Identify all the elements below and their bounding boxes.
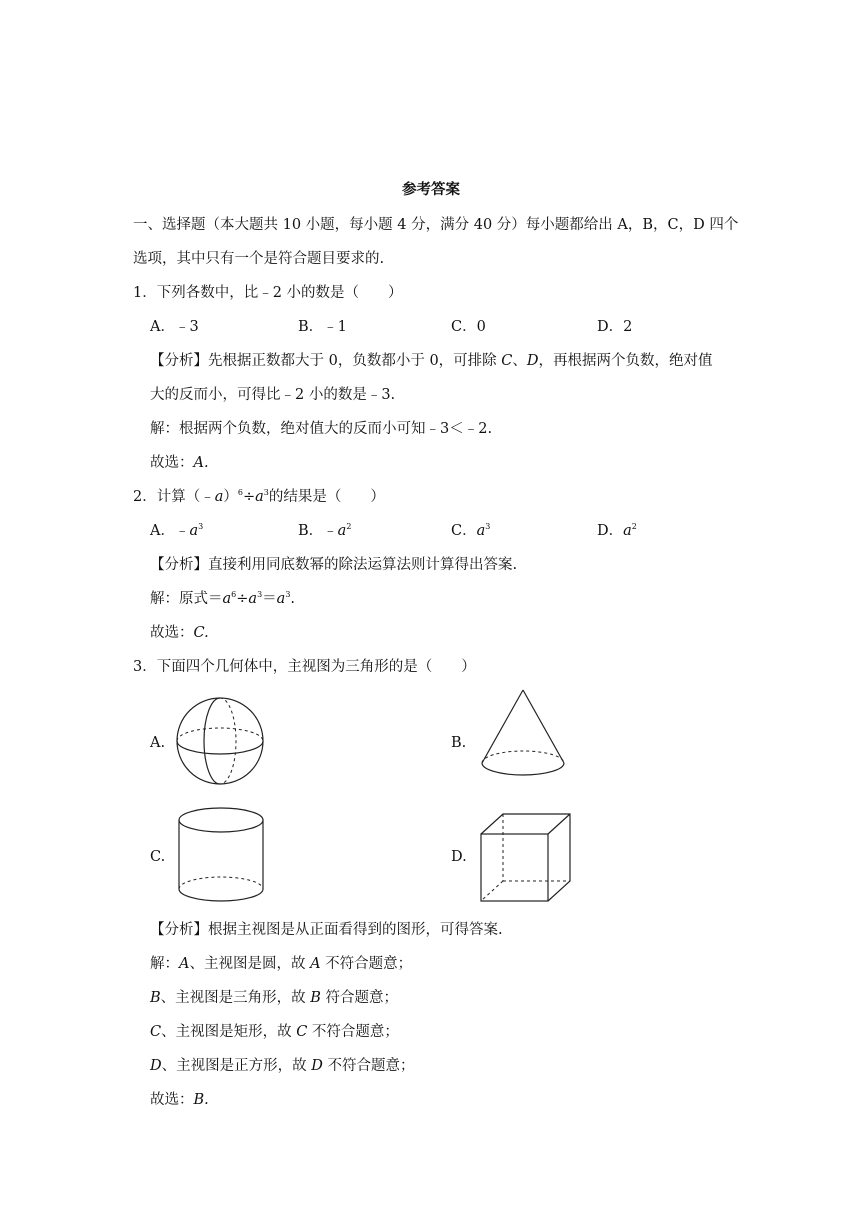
q2-answer — [150, 623, 209, 643]
q1-stem: 1．下列各数中，比﹣2 小的数是（ ） — [133, 285, 403, 301]
q3-stem: 3．下面四个几何体中，主视图为三角形的是（ ） — [133, 659, 476, 675]
answer-value: A. — [193, 455, 209, 471]
q2-sol-b: ÷ — [236, 591, 249, 607]
q1-analysis-text-a: 先根据正数都大于 0，负数都小于 0，可排除 — [208, 353, 502, 369]
sphere-meridian-back — [220, 698, 236, 784]
q3-line-a-text: 、主视图是圆，故 — [189, 956, 311, 972]
cone-left-edge — [482, 690, 523, 763]
q1-option-c: C．0 — [451, 319, 486, 335]
var-a: a — [276, 591, 286, 607]
var-d: D — [150, 1058, 162, 1074]
q3-line-b-tail: 符合题意； — [320, 990, 399, 1006]
exponent: 3 — [257, 590, 263, 599]
exponent: 2 — [346, 522, 352, 531]
exponent: 6 — [231, 590, 237, 599]
answer-value: B. — [193, 1092, 209, 1108]
cone-right-edge — [523, 690, 564, 763]
q1-solution: 解：根据两个负数，绝对值大的反而小可知﹣3＜﹣2. — [150, 421, 493, 437]
analysis-tag: 【分析】 — [150, 557, 208, 573]
var-a: a — [255, 489, 264, 505]
var-a: a — [214, 489, 224, 505]
q2-sol-a: 解：原式＝ — [150, 591, 223, 607]
q1-analysis-text-b: ，再根据两个负数，绝对值 — [538, 353, 713, 369]
q3-line-d-tail: 不符合题意； — [322, 1058, 415, 1074]
var-c: C — [501, 353, 513, 369]
q2-stem-d: 的结果是（ ） — [268, 489, 385, 505]
section-header-line1: 一、选择题（本大题共 10 小题，每小题 4 分，满分 40 分）每小题都给出 A，B，C，D 四个 — [133, 217, 739, 233]
cone-base-back — [482, 751, 564, 763]
var-d: D — [526, 353, 539, 369]
var-a: A — [179, 956, 190, 972]
q3-analysis-text: 根据主视图是从正面看得到的图形，可得答案. — [208, 922, 503, 938]
q1-answer — [150, 453, 209, 473]
q2-analysis — [150, 555, 517, 575]
analysis-tag: 【分析】 — [150, 353, 208, 369]
q2-sol-c: ＝ — [262, 591, 277, 607]
option-label: A．﹣ — [150, 523, 190, 539]
answer-value: C. — [193, 625, 209, 641]
fig-label-a: A. — [150, 735, 166, 751]
cube-figure — [478, 812, 572, 904]
exponent: 3 — [263, 488, 269, 497]
q2-stem — [133, 487, 385, 507]
solution-prefix: 解： — [150, 956, 179, 972]
var-a: a — [623, 523, 632, 539]
exponent: 2 — [631, 522, 637, 531]
fig-label-b: B. — [451, 735, 467, 751]
cone-base-front — [482, 763, 564, 775]
exponent: 6 — [237, 488, 243, 497]
cube-front-face — [481, 834, 548, 901]
option-label: D． — [597, 523, 624, 539]
var-c: C — [296, 1024, 308, 1040]
cube-hidden-depth — [481, 881, 503, 901]
var-a: a — [337, 523, 347, 539]
q2-stem-c: ÷ — [242, 489, 256, 505]
sphere-equator-front — [177, 741, 263, 754]
answer-prefix: 故选： — [150, 625, 194, 641]
q1-option-d: D．2 — [597, 319, 633, 335]
exponent: 3 — [285, 590, 291, 599]
fig-label-d: D. — [451, 849, 467, 865]
q1-analysis-line2: 大的反而小，可得比﹣2 小的数是﹣3. — [150, 387, 396, 403]
q2-sol-d: . — [290, 591, 296, 607]
q2-option-d — [597, 521, 637, 541]
section-header-line2: 选项，其中只有一个是符合题目要求的. — [133, 251, 385, 267]
sphere-figure — [175, 695, 265, 787]
var-b: B — [150, 990, 161, 1006]
var-d: D — [311, 1058, 323, 1074]
var-a: a — [222, 591, 232, 607]
sphere-meridian-front — [204, 698, 220, 784]
q2-stem-a: 2．计算（﹣ — [133, 489, 215, 505]
cone-figure — [478, 688, 568, 790]
q3-line-c-text: 、主视图是矩形，故 — [161, 1024, 297, 1040]
q3-solution-line-b — [150, 988, 398, 1008]
q3-answer — [150, 1090, 209, 1110]
cylinder-figure — [176, 806, 266, 906]
var-a: a — [189, 523, 199, 539]
q2-option-a — [150, 521, 203, 541]
var-a: a — [476, 523, 486, 539]
var-b: B — [310, 990, 321, 1006]
q3-line-a-tail: 不符合题意； — [320, 956, 413, 972]
exponent: 3 — [485, 522, 491, 531]
q3-solution-line-c — [150, 1022, 399, 1042]
cylinder-base-back — [179, 877, 263, 889]
page-title: 参考答案 — [402, 181, 460, 198]
q2-stem-b: ） — [223, 489, 238, 505]
var-a: a — [248, 591, 258, 607]
option-label: C． — [451, 523, 477, 539]
analysis-tag: 【分析】 — [150, 922, 208, 938]
q3-line-c-tail: 不符合题意； — [307, 1024, 399, 1040]
q1-analysis-sep: 、 — [512, 353, 527, 369]
q1-option-a: A．﹣3 — [150, 319, 199, 335]
answer-prefix: 故选： — [150, 1092, 194, 1108]
var-c: C — [150, 1024, 162, 1040]
q3-line-b-text: 、主视图是三角形，故 — [160, 990, 311, 1006]
sphere-equator-back — [177, 728, 263, 741]
q3-solution-line-a — [150, 954, 412, 974]
exponent: 3 — [198, 522, 204, 531]
q3-analysis — [150, 920, 503, 940]
q1-option-b: B．﹣1 — [298, 319, 347, 335]
cylinder-base-front — [179, 889, 263, 901]
var-a: A — [310, 956, 321, 972]
fig-label-c: C. — [150, 849, 166, 865]
q3-line-d-text: 、主视图是正方形，故 — [161, 1058, 312, 1074]
q1-analysis — [150, 351, 713, 371]
answer-prefix: 故选： — [150, 455, 194, 471]
q3-solution-line-d — [150, 1056, 415, 1076]
sphere-outline — [177, 698, 263, 784]
cylinder-top — [179, 808, 263, 832]
cube-top-edge — [548, 814, 570, 834]
cube-top-right-edges — [481, 814, 570, 901]
q2-option-b — [298, 521, 351, 541]
q2-solution — [150, 589, 295, 609]
option-label: B．﹣ — [298, 523, 338, 539]
q2-analysis-text: 直接利用同底数幂的除法运算法则计算得出答案. — [208, 557, 518, 573]
q2-option-c — [451, 521, 490, 541]
